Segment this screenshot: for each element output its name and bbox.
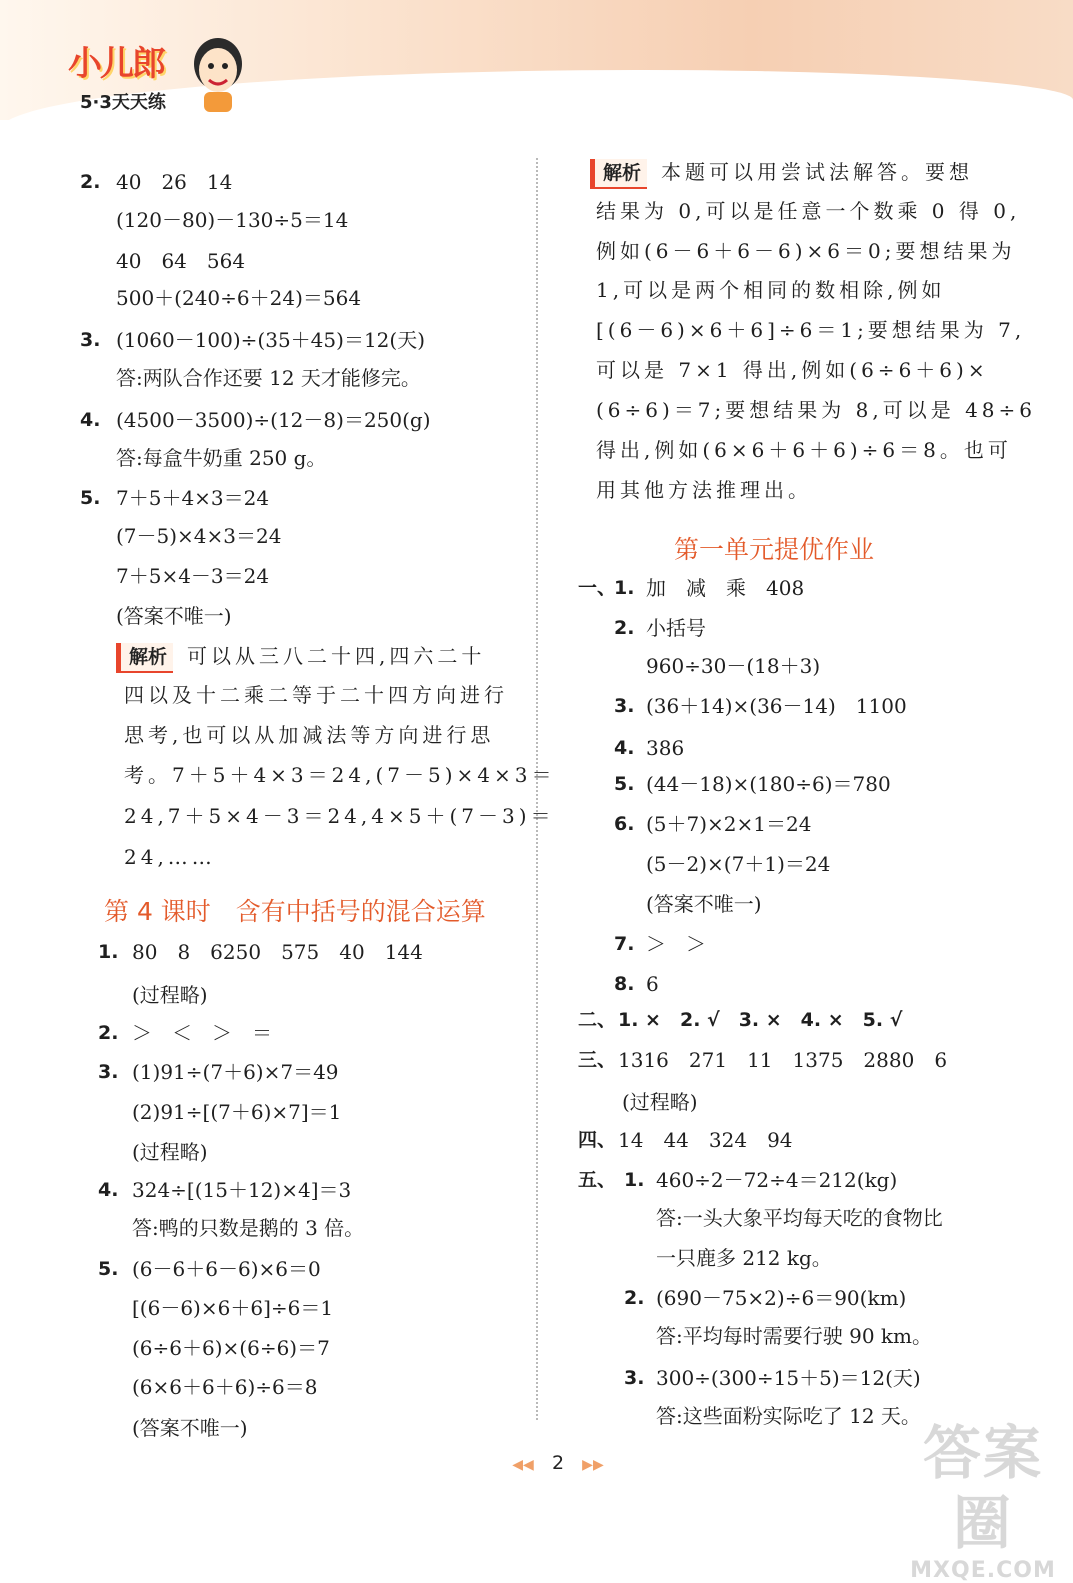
- analysis-line: 得出,例如(6×6＋6＋6)÷6＝8。也可: [596, 438, 1012, 462]
- answer-line: (6÷6＋6)×(6÷6)＝7: [132, 1336, 330, 1360]
- answer-line: (5－2)×(7＋1)＝24: [646, 852, 831, 876]
- lesson-4-title: 第 4 课时 含有中括号的混合运算: [104, 897, 486, 926]
- answer-line: 386: [646, 736, 685, 760]
- answer-line: 加 减 乘 408: [646, 576, 805, 600]
- question-number: 2.: [624, 1287, 645, 1309]
- question-number: 3.: [624, 1367, 645, 1389]
- question-number: 1.: [98, 941, 119, 963]
- answer-line: 80 8 6250 575 40 144: [132, 940, 423, 964]
- answer-line: (4500－3500)÷(12－8)＝250(g): [116, 408, 431, 432]
- watermark-url: MXQE.COM: [910, 1558, 1056, 1583]
- answer-line: (1060－100)÷(35＋45)＝12(天): [116, 328, 425, 352]
- analysis-line: 例如(6－6＋6－6)×6＝0;要想结果为: [596, 239, 1016, 263]
- answer-line: (过程略): [622, 1090, 698, 1114]
- answer-line: 答:两队合作还要 12 天才能修完。: [116, 366, 421, 390]
- question-number: 3.: [614, 695, 635, 717]
- mascot-icon: [190, 34, 246, 114]
- analysis-first-line: [590, 158, 973, 189]
- question-number: 3.: [80, 329, 101, 351]
- question-number: 1.: [624, 1169, 645, 1191]
- question-number: 7.: [614, 933, 635, 955]
- question-number: 1.: [614, 577, 635, 599]
- page-number: 2: [551, 1452, 565, 1474]
- answer-line: (过程略): [132, 983, 208, 1007]
- answer-line: 小括号: [646, 616, 706, 640]
- answer-line: (44－18)×(180÷6)＝780: [646, 772, 891, 796]
- answer-line: 6: [646, 972, 659, 996]
- question-number: 3.: [98, 1061, 119, 1083]
- answer-line: (答案不唯一): [646, 892, 762, 916]
- analysis-text: 可以从三八二十四,四六二十: [187, 644, 486, 668]
- question-number: 4.: [98, 1179, 119, 1201]
- watermark-text: 答案圈: [922, 1419, 1043, 1557]
- answer-line: (7－5)×4×3＝24: [116, 524, 282, 548]
- section-prefix: 四、: [578, 1129, 617, 1151]
- answer-line: 300÷(300÷15＋5)＝12(天): [656, 1366, 921, 1390]
- answer-line: (5＋7)×2×1＝24: [646, 812, 812, 836]
- analysis-tag: 解析: [116, 643, 173, 673]
- analysis-line: 可以是 7×1 得出,例如(6÷6＋6)×: [596, 358, 989, 382]
- answer-line: (2)91÷[(7＋6)×7]＝1: [132, 1100, 342, 1124]
- question-number: 8.: [614, 973, 635, 995]
- analysis-line: 四以及十二乘二等于二十四方向进行: [124, 683, 508, 707]
- analysis-first-line: [116, 642, 485, 673]
- analysis-line: 用其他方法推理出。: [596, 478, 812, 502]
- answer-line: 7＋5＋4×3＝24: [116, 486, 270, 510]
- answer-line: 一只鹿多 212 kg。: [656, 1246, 832, 1270]
- answer-line: (1)91÷(7＋6)×7＝49: [132, 1060, 339, 1084]
- question-number: 2.: [614, 617, 635, 639]
- analysis-line: (6÷6)＝7;要想结果为 8,可以是 48÷6: [596, 398, 1037, 422]
- page-navigation: [488, 1452, 628, 1474]
- analysis-line: 结果为 0,可以是任意一个数乘 0 得 0,: [596, 199, 1021, 223]
- answer-line: (答案不唯一): [132, 1416, 248, 1440]
- analysis-line: [(6－6)×6＋6]÷6＝1;要想结果为 7,: [596, 318, 1026, 342]
- analysis-text: 本题可以用尝试法解答。要想: [661, 160, 974, 184]
- answer-line: (答案不唯一): [116, 604, 232, 628]
- brand-subtitle: 5·3天天练: [80, 92, 166, 113]
- answer-line: 1316 271 11 1375 2880 6: [618, 1048, 948, 1072]
- section-prefix: 一、: [578, 577, 617, 599]
- answer-line: 答:这些面粉实际吃了 12 天。: [656, 1404, 921, 1428]
- answer-line: 答:每盒牛奶重 250 g。: [116, 446, 327, 470]
- answer-line: (120－80)－130÷5＝14: [116, 208, 349, 232]
- answer-line: 460÷2－72÷4＝212(kg): [656, 1168, 898, 1192]
- analysis-line: 24,7＋5×4－3＝24,4×5＋(7－3)＝: [124, 804, 555, 828]
- answer-line: 324÷[(15＋12)×4]＝3: [132, 1178, 352, 1202]
- watermark: [898, 1418, 1068, 1583]
- question-number: 4.: [80, 409, 101, 431]
- answer-line: 500＋(240÷6＋24)＝564: [116, 286, 362, 310]
- question-number: 5.: [98, 1258, 119, 1280]
- question-number: 2.: [98, 1022, 119, 1044]
- answer-line: 40 64 564: [116, 249, 246, 273]
- answer-line: 40 26 14: [116, 170, 233, 194]
- question-number: 6.: [614, 813, 635, 835]
- answer-line: ＞ ＞: [646, 932, 706, 956]
- question-number: 2.: [80, 171, 101, 193]
- section-prefix: 三、: [578, 1049, 617, 1071]
- answer-line: 1. × 2. √ 3. × 4. × 5. √: [618, 1009, 903, 1031]
- column-divider: [536, 158, 538, 1420]
- answer-line: (6×6＋6＋6)÷6＝8: [132, 1375, 318, 1399]
- answer-line: (过程略): [132, 1140, 208, 1164]
- answer-line: [(6－6)×6＋6]÷6＝1: [132, 1296, 334, 1320]
- answer-line: 14 44 324 94: [618, 1128, 793, 1152]
- analysis-line: 考。7＋5＋4×3＝24,(7－5)×4×3＝: [124, 763, 556, 787]
- question-number: 4.: [614, 737, 635, 759]
- answer-line: 答:平均每时需要行驶 90 km。: [656, 1324, 932, 1348]
- answer-line: (690－75×2)÷6＝90(km): [656, 1286, 907, 1310]
- section-prefix: 五、: [578, 1169, 617, 1191]
- brand-logo: 小儿郎: [68, 44, 164, 84]
- answer-line: (36＋14)×(36－14) 1100: [646, 694, 907, 718]
- analysis-tag: 解析: [590, 159, 647, 189]
- analysis-line: 1,可以是两个相同的数相除,例如: [596, 278, 946, 302]
- answer-line: 答:鸭的只数是鹅的 3 倍。: [132, 1216, 365, 1240]
- prev-page-icon[interactable]: ◀◀: [512, 1457, 534, 1473]
- answer-line: ＞ ＜ ＞ ＝: [132, 1021, 272, 1045]
- question-number: 5.: [80, 487, 101, 509]
- next-page-icon[interactable]: ▶▶: [582, 1457, 604, 1473]
- question-number: 5.: [614, 773, 635, 795]
- answer-line: (6－6＋6－6)×6＝0: [132, 1257, 321, 1281]
- analysis-line: 思考,也可以从加减法等方向进行思: [124, 723, 495, 747]
- answer-line: 7＋5×4－3＝24: [116, 564, 270, 588]
- answer-line: 答:一头大象平均每天吃的食物比: [656, 1206, 943, 1230]
- section-prefix: 二、: [578, 1009, 617, 1031]
- unit-1-title: 第一单元提优作业: [674, 535, 875, 564]
- analysis-line: 24,……: [124, 845, 216, 869]
- answer-line: 960÷30－(18＋3): [646, 654, 821, 678]
